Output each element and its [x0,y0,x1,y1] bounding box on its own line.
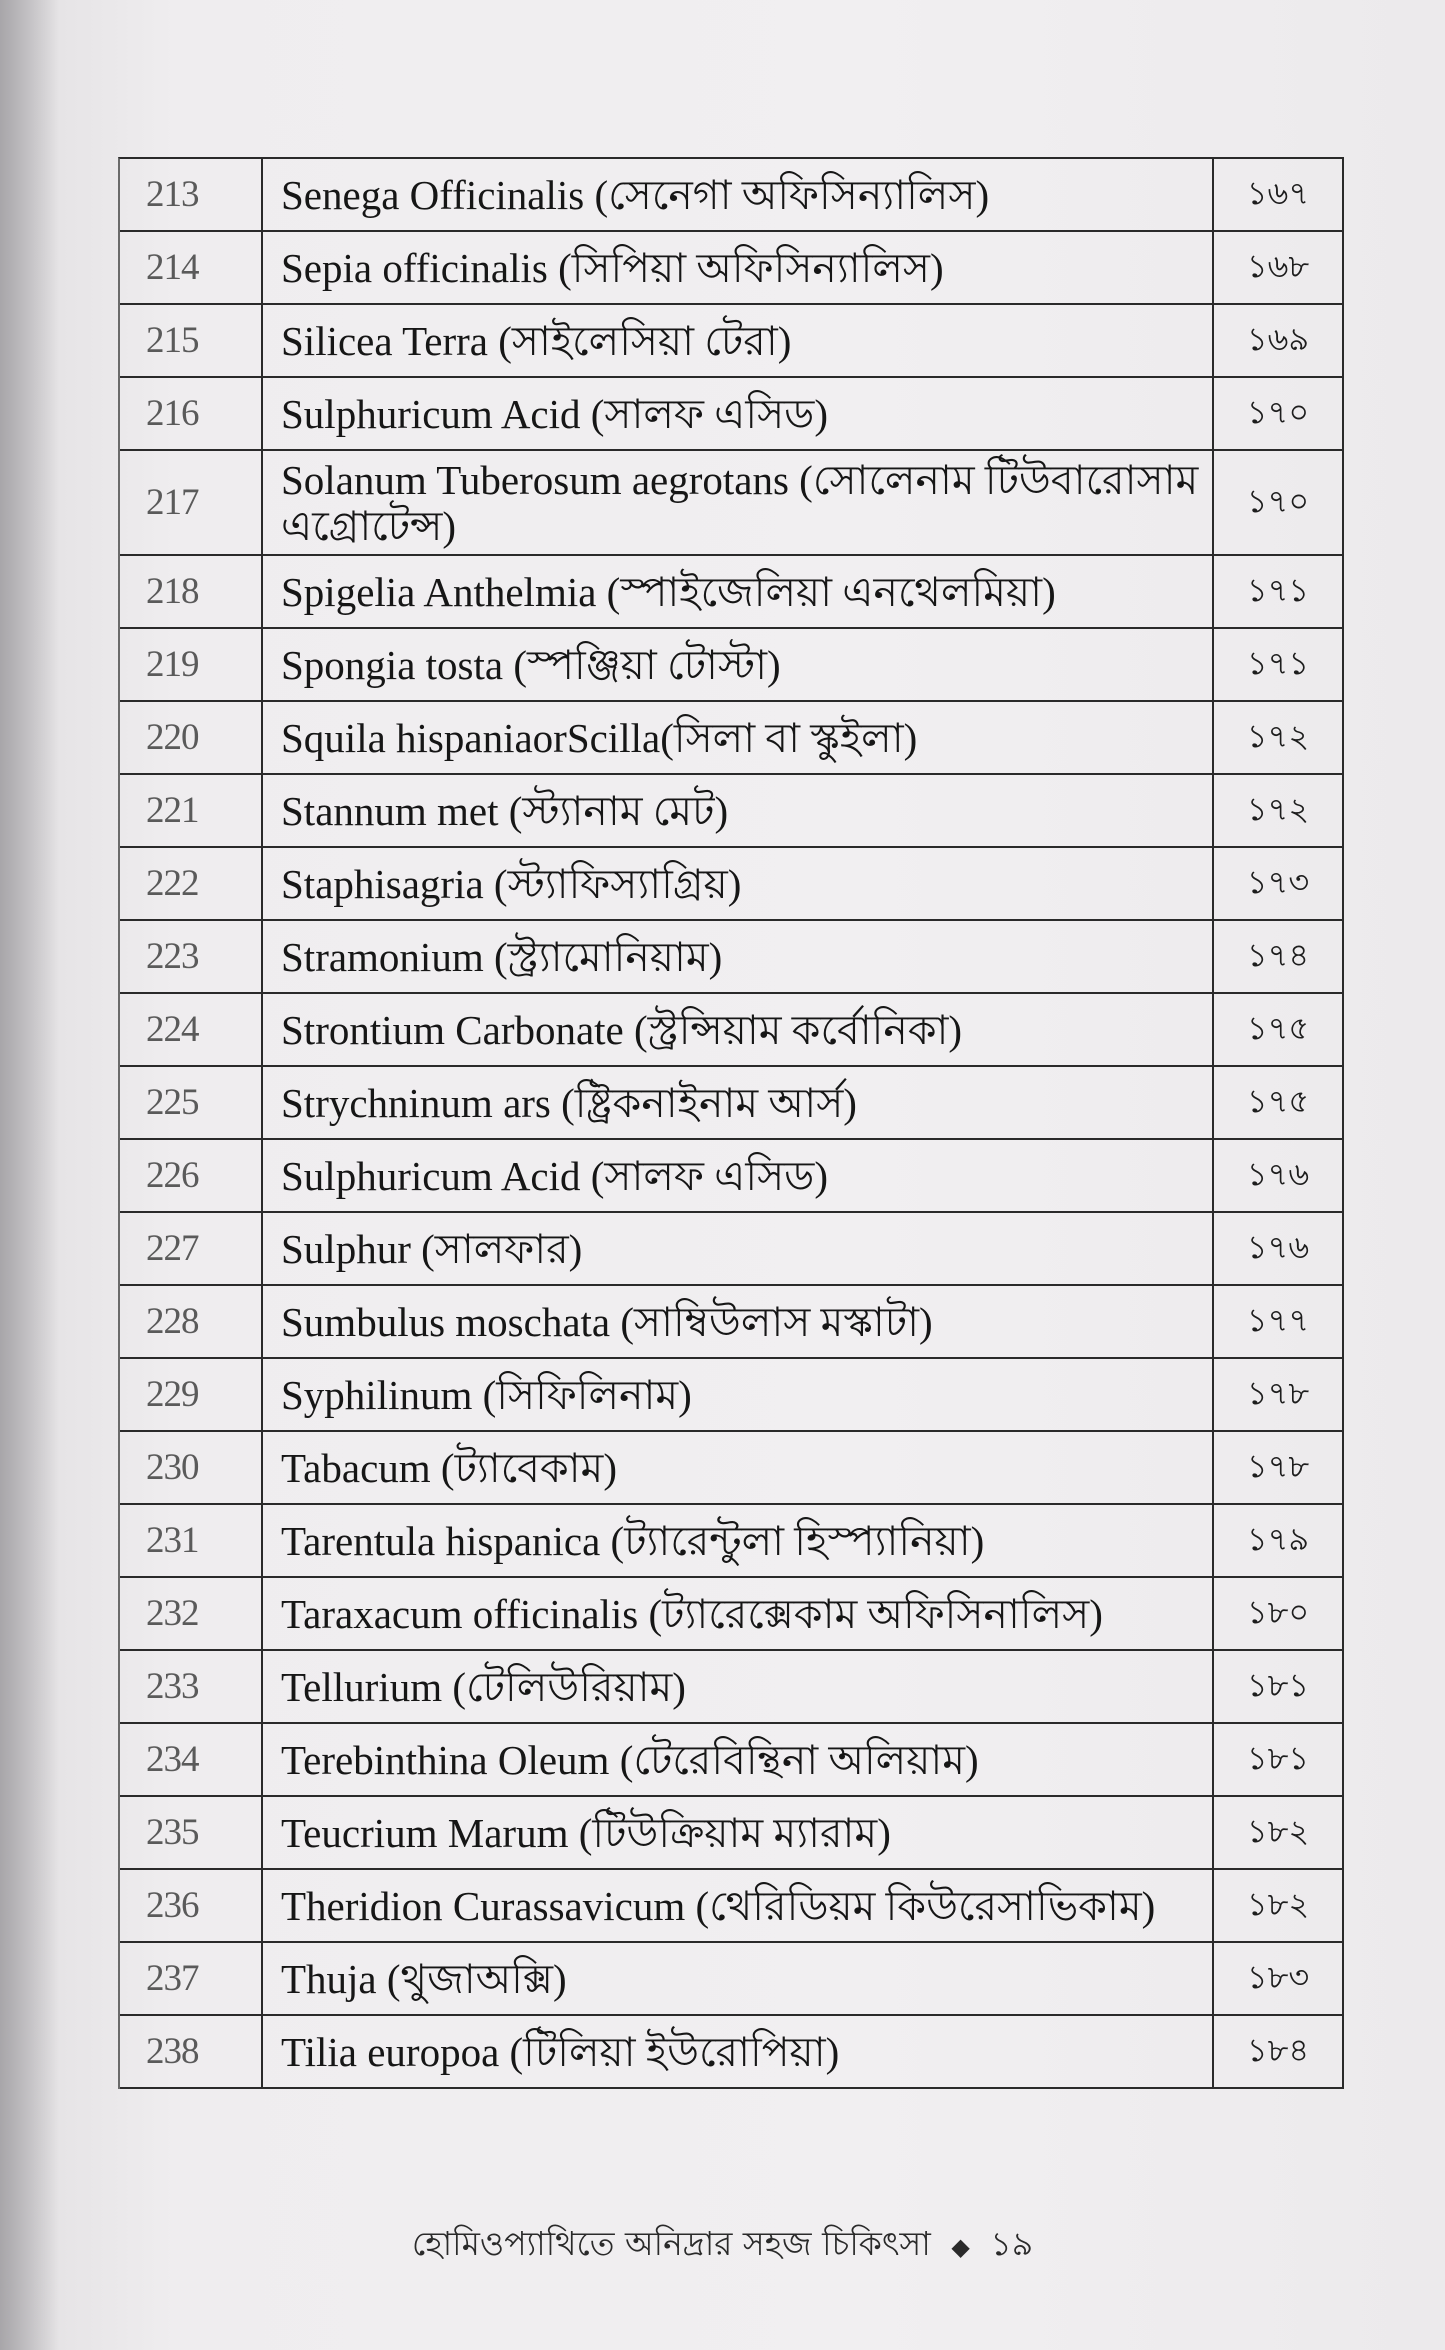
remedy-name: Tilia europoa (টিলিয়া ইউরোপিয়া) [263,2016,1214,2087]
remedy-name: Theridion Curassavicum (থেরিডিয়ম কিউরেসাভিকাম) [263,1870,1214,1941]
page-ref: ১৮১ [1246,1738,1310,1777]
table-row [120,1213,1342,1286]
page-ref: ১৮২ [1246,1811,1310,1850]
entry-number: 214 [120,232,263,303]
table-row [120,1432,1342,1505]
remedy-name: Strychninum ars (ষ্ট্রিকনাইনাম আর্স) [263,1067,1214,1138]
entry-number: 221 [120,775,263,846]
table-row [120,232,1342,305]
table-row [120,305,1342,378]
remedy-name: Stannum met (স্ট্যানাম মেট) [263,775,1214,846]
table-row [120,994,1342,1067]
remedy-name: Tellurium (টেলিউরিয়াম) [263,1651,1214,1722]
page-ref: ১৭৪ [1246,935,1310,974]
entry-number: 215 [120,305,263,376]
page-ref: ১৭১ [1246,570,1310,609]
table-row [120,1140,1342,1213]
remedy-name: Sepia officinalis (সিপিয়া অফিসিন্যালিস) [263,232,1214,303]
binding-shadow [0,0,60,2350]
table-row [120,848,1342,921]
page-ref: ১৭২ [1246,716,1310,755]
entry-number: 235 [120,1797,263,1868]
entry-number: 231 [120,1505,263,1576]
table-row [120,159,1342,232]
entry-number: 220 [120,702,263,773]
table-row [120,921,1342,994]
page-ref: ১৮২ [1246,1884,1310,1923]
entry-number: 232 [120,1578,263,1649]
page-ref: ১৮৩ [1246,1957,1310,1996]
remedy-index-table [118,157,1344,2089]
table-row [120,1797,1342,1870]
page-ref: ১৭১ [1246,643,1310,682]
page-ref: ১৭০ [1246,481,1310,520]
remedy-name: Sulphuricum Acid (সালফ এসিড) [263,378,1214,449]
page-ref: ১৬৮ [1246,246,1310,285]
remedy-name: Terebinthina Oleum (টেরেবিন্থিনা অলিয়াম) [263,1724,1214,1795]
page-ref: ১৭৮ [1246,1373,1310,1412]
table-row [120,702,1342,775]
remedy-name: Senega Officinalis (সেনেগা অফিসিন্যালিস) [263,159,1214,230]
table-row [120,378,1342,451]
table-row [120,1359,1342,1432]
table-row [120,1870,1342,1943]
book-title: হোমিওপ্যাথিতে অনিদ্রার সহজ চিকিৎসা [411,2224,931,2263]
page-ref: ১৭৫ [1246,1008,1310,1047]
page-ref: ১৭৮ [1246,1446,1310,1485]
entry-number: 213 [120,159,263,230]
table-row [120,1724,1342,1797]
entry-number: 227 [120,1213,263,1284]
entry-number: 236 [120,1870,263,1941]
table-row [120,556,1342,629]
remedy-name: Thuja (থুজাঅক্সি) [263,1943,1214,2014]
remedy-name: Sumbulus moschata (সাম্বিউলাস মস্কাটা) [263,1286,1214,1357]
entry-number: 216 [120,378,263,449]
page-ref: ১৭৫ [1246,1081,1310,1120]
table-row [120,775,1342,848]
diamond-separator-icon: ◆ [951,2233,970,2261]
entry-number: 238 [120,2016,263,2087]
entry-number: 224 [120,994,263,1065]
remedy-name: Tarentula hispanica (ট্যারেন্টুলা হিস্প্যানিয়া) [263,1505,1214,1576]
table-row [120,1578,1342,1651]
page-ref: ১৭৭ [1246,1300,1310,1339]
entry-number: 229 [120,1359,263,1430]
page-number: ১৯ [990,2224,1034,2263]
remedy-name: Spigelia Anthelmia (স্পাইজেলিয়া এনথেলমিয়া) [263,556,1214,627]
remedy-name: Sulphuricum Acid (সালফ এসিড) [263,1140,1214,1211]
entry-number: 237 [120,1943,263,2014]
table-row [120,1067,1342,1140]
remedy-name: Solanum Tuberosum aegrotans (সোলেনাম টিউবারোসাম এগ্রোটেন্স) [263,451,1214,554]
remedy-name: Squila hispaniaorScilla(সিলা বা স্কুইলা) [263,702,1214,773]
table-row [120,1651,1342,1724]
remedy-name: Silicea Terra (সাইলেসিয়া টেরা) [263,305,1214,376]
entry-number: 218 [120,556,263,627]
remedy-name: Strontium Carbonate (স্ট্রন্সিয়াম কর্বোনিকা) [263,994,1214,1065]
remedy-name: Tabacum (ট্যাবেকাম) [263,1432,1214,1503]
page-footer [0,2218,1445,2274]
entry-number: 217 [120,451,263,554]
entry-number: 226 [120,1140,263,1211]
table-row [120,629,1342,702]
table-row [120,1943,1342,2016]
page-ref: ১৭০ [1246,392,1310,431]
page-ref: ১৭৬ [1246,1154,1310,1193]
page-ref: ১৭৯ [1246,1519,1310,1558]
remedy-name: Sulphur (সালফার) [263,1213,1214,1284]
remedy-name: Spongia tosta (স্পঞ্জিয়া টোস্টা) [263,629,1214,700]
page-ref: ১৬৯ [1246,319,1310,358]
entry-number: 225 [120,1067,263,1138]
entry-number: 219 [120,629,263,700]
remedy-name: Stramonium (স্ট্র্যামোনিয়াম) [263,921,1214,992]
remedy-name: Syphilinum (সিফিলিনাম) [263,1359,1214,1430]
entry-number: 230 [120,1432,263,1503]
remedy-name: Teucrium Marum (টিউক্রিয়াম ম্যারাম) [263,1797,1214,1868]
page-ref: ১৮৪ [1246,2030,1310,2069]
table-row [120,451,1342,556]
entry-number: 223 [120,921,263,992]
table-row [120,1286,1342,1359]
page-ref: ১৬৭ [1246,173,1310,212]
table-row [120,1505,1342,1578]
entry-number: 233 [120,1651,263,1722]
table-row [120,2016,1342,2089]
remedy-name: Taraxacum officinalis (ট্যারেক্সেকাম অফিসিনালিস) [263,1578,1214,1649]
entry-number: 222 [120,848,263,919]
page-ref: ১৮১ [1246,1665,1310,1704]
remedy-name: Staphisagria (স্ট্যাফিস্যাগ্রিয়) [263,848,1214,919]
page-ref: ১৭৬ [1246,1227,1310,1266]
page-ref: ১৭৩ [1246,862,1310,901]
page-ref: ১৭২ [1246,789,1310,828]
page-ref: ১৮০ [1246,1592,1310,1631]
entry-number: 228 [120,1286,263,1357]
entry-number: 234 [120,1724,263,1795]
